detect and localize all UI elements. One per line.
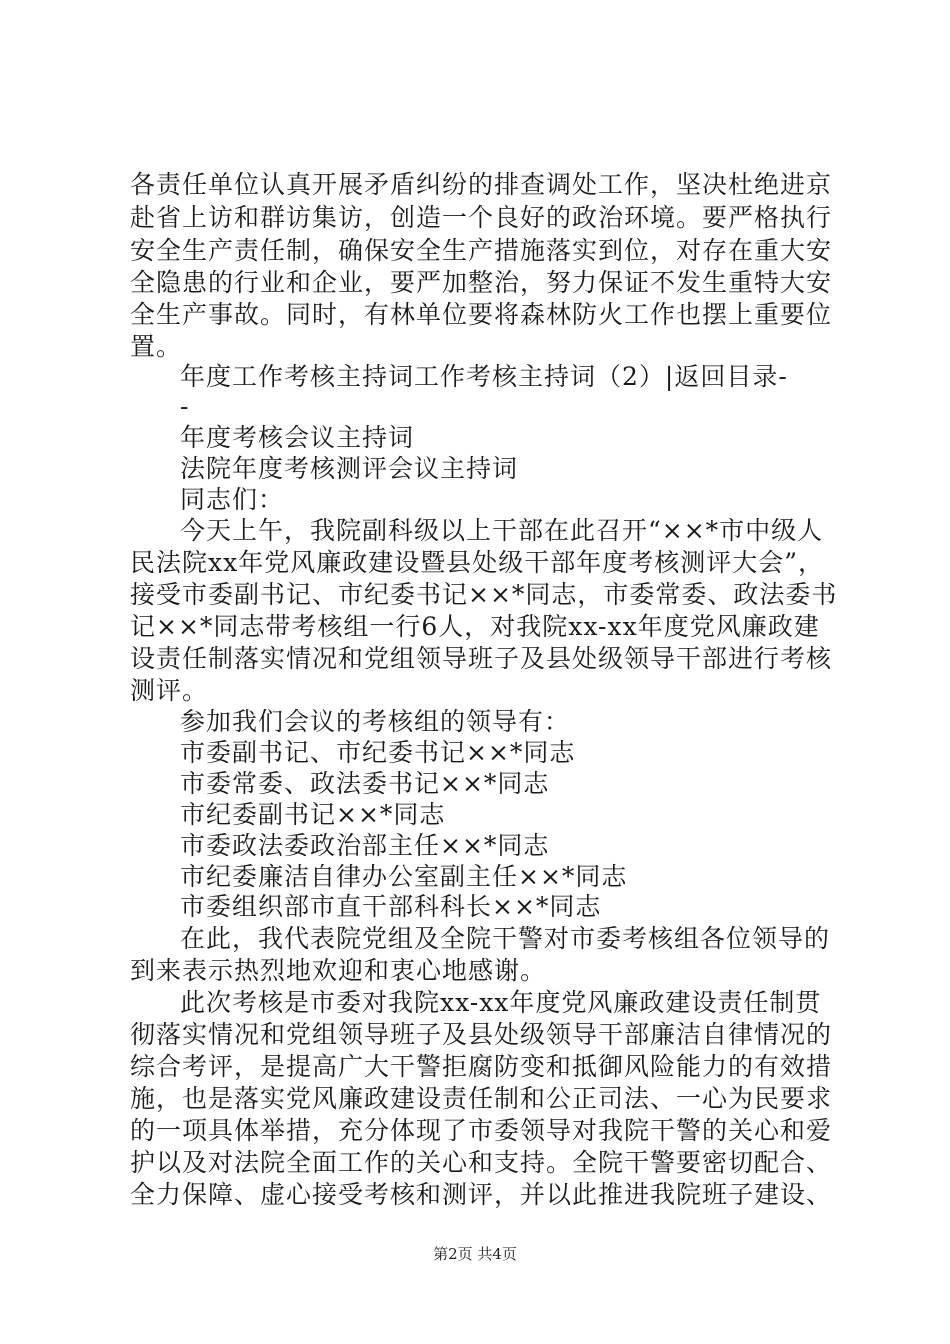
text-line: 测评。 <box>130 676 209 705</box>
text-line: 全隐患的行业和企业，要严加整治，努力保证不发生重特大安 <box>130 268 833 297</box>
text-line: 民法院xx年党风廉政建设暨县处级干部年度考核测评大会”， <box>130 548 824 577</box>
page-number: 第2页 共4页 <box>433 1245 517 1263</box>
text-line: 在此，我代表院党组及全院干警对市委考核组各位领导的 <box>180 924 831 953</box>
heading-line: 法院年度考核测评会议主持词 <box>180 454 519 483</box>
text-line: 参加我们会议的考核组的领导有： <box>180 707 571 736</box>
text-line: 施，也是落实党风廉政建设责任制和公正司法、一心为民要求 <box>130 1084 833 1113</box>
text-line: 此次考核是市委对我院xx-xx年度党风廉政建设责任制贯 <box>180 988 822 1017</box>
text-line: 全力保障、虚心接受考核和测评，并以此推进我院班子建设、 <box>130 1180 833 1209</box>
text-line: 护以及对法院全面工作的关心和支持。全院干警要密切配合、 <box>130 1148 833 1177</box>
list-item: 市委组织部市直干部科科长××*同志 <box>180 892 602 921</box>
text-line: 到来表示热烈地欢迎和衷心地感谢。 <box>130 956 547 985</box>
text-line: 各责任单位认真开展矛盾纠纷的排查调处工作，坚决杜绝进京 <box>130 170 833 199</box>
text-line: 全生产事故。同时，有林单位要将森林防火工作也摆上重要位 <box>130 300 833 329</box>
text-line: 综合考评，是提高广大干警拒腐防变和抵御风险能力的有效措 <box>130 1052 833 1081</box>
text-line: 今天上午，我院副科级以上干部在此召开“××*市中级人 <box>180 516 824 545</box>
salutation: 同志们： <box>180 485 285 514</box>
text-line: 安全生产责任制，确保安全生产措施落实到位，对存在重大安 <box>130 236 833 265</box>
text-line: 的一项具体举措，充分体现了市委领导对我院干警的关心和爱 <box>130 1116 833 1145</box>
section-heading-link[interactable]: 年度工作考核主持词工作考核主持词（2）|返回目录- <box>180 362 788 391</box>
heading-line: 年度考核会议主持词 <box>180 423 415 452</box>
text-line: 接受市委副书记、市纪委书记××*同志，市委常委、政法委书 <box>130 580 838 609</box>
list-item: 市纪委副书记××*同志 <box>180 800 446 829</box>
text-line: 设责任制落实情况和党组领导班子及县处级领导干部进行考核 <box>130 644 833 673</box>
text-line: 记××*同志带考核组一行6人，对我院xx-xx年度党风廉政建 <box>130 612 820 641</box>
text-line: 置。 <box>130 332 183 361</box>
list-item: 市委副书记、市纪委书记××*同志 <box>180 738 576 767</box>
list-item: 市纪委廉洁自律办公室副主任××*同志 <box>180 862 628 891</box>
list-item: 市委政法委政治部主任××*同志 <box>180 831 550 860</box>
list-item: 市委常委、政法委书记××*同志 <box>180 769 550 798</box>
text-line: 赴省上访和群访集访，创造一个良好的政治环境。要严格执行 <box>130 203 833 232</box>
text-line: 彻落实情况和党组领导班子及县处级领导干部廉洁自律情况的 <box>130 1020 833 1049</box>
text-line: - <box>180 392 190 421</box>
